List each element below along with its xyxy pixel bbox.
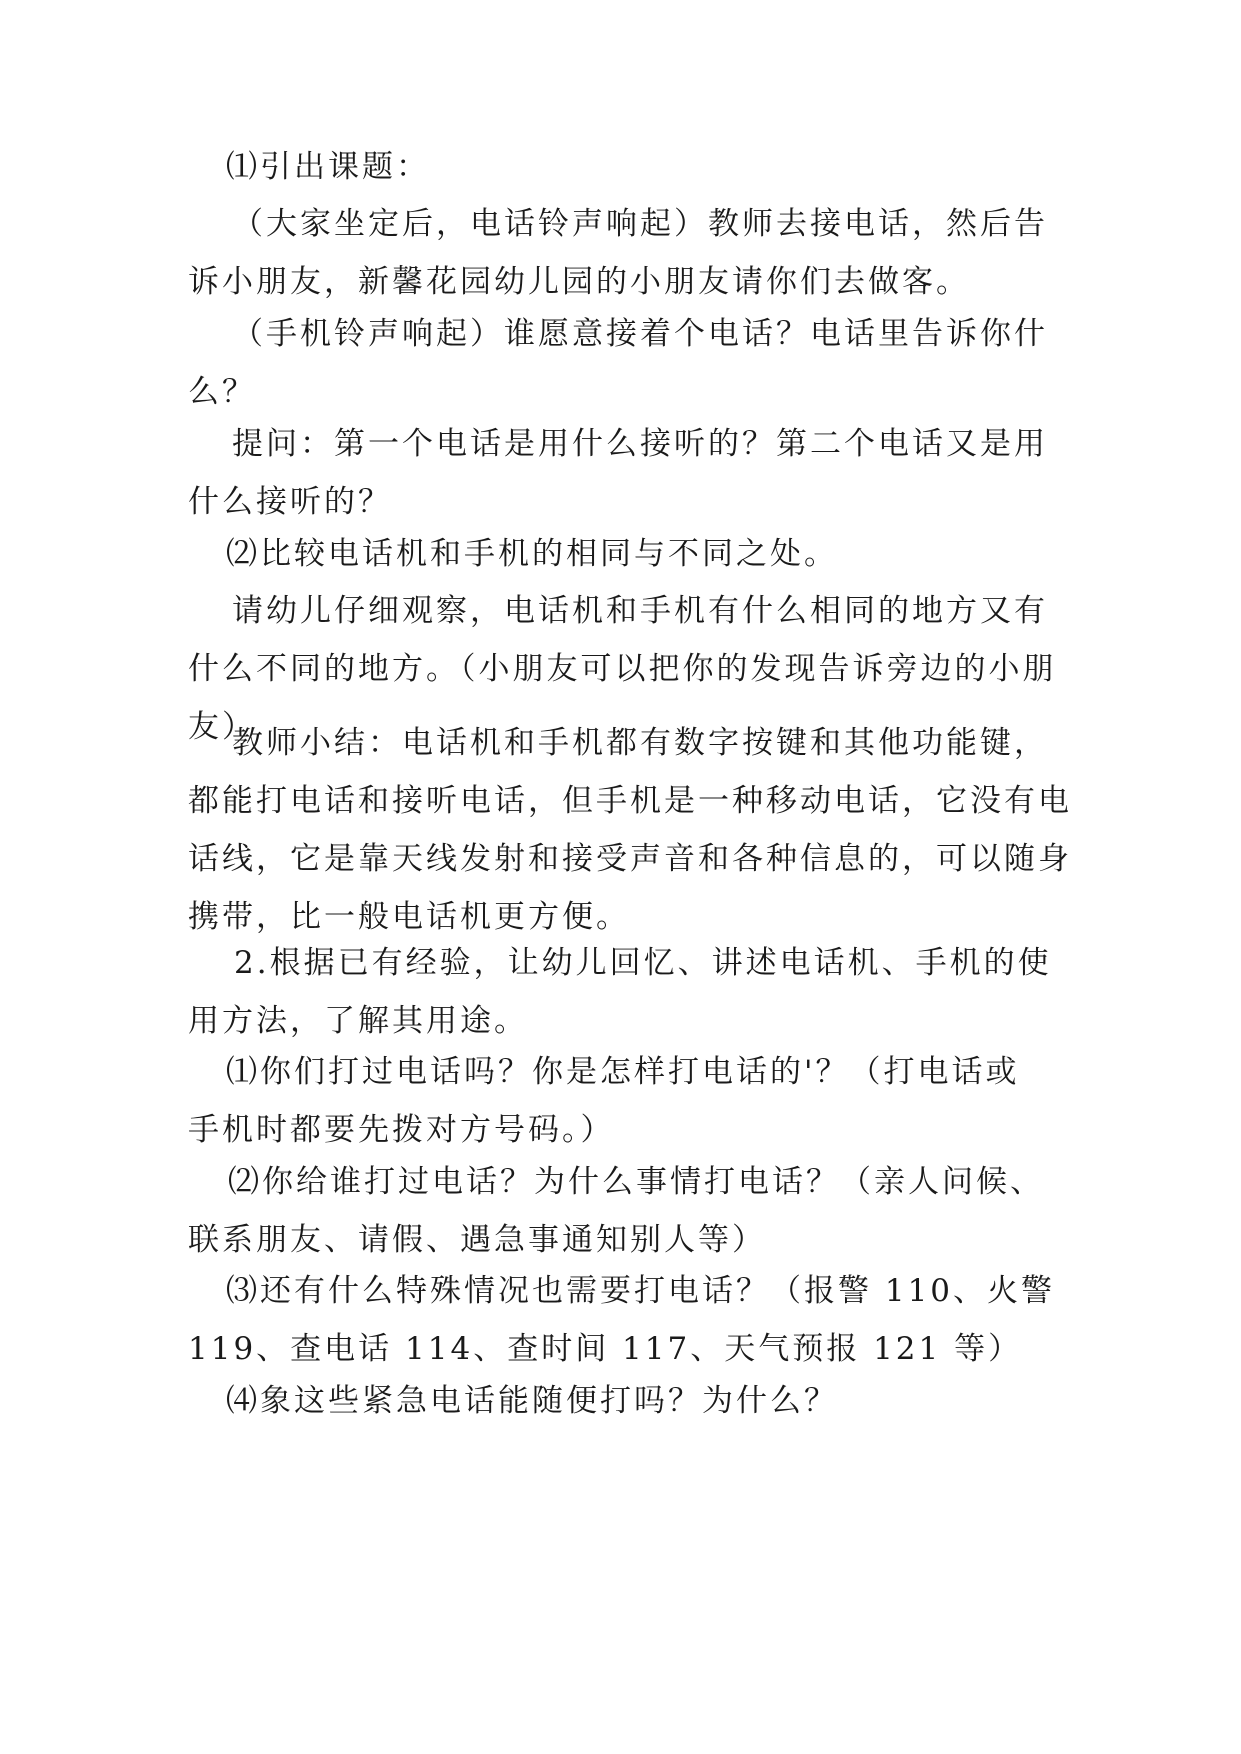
text-line: 什么接听的？	[188, 484, 392, 520]
text-line: ⑷象这些紧急电话能随便打吗？为什么？	[226, 1383, 838, 1419]
paragraph-question	[188, 415, 1048, 531]
text-line: 教师小结：电话机和手机都有数字按键和其他功能键，	[232, 725, 1048, 761]
text-line: ⑴引出课题：	[226, 149, 430, 185]
text-line: （大家坐定后，电话铃声响起）教师去接电话，然后告	[232, 206, 1048, 242]
text-line: 携带，比一般电话机更方便。	[188, 899, 630, 935]
text-line: 诉小朋友，新馨花园幼儿园的小朋友请你们去做客。	[188, 264, 970, 300]
paragraph-question-4	[226, 1372, 1086, 1430]
paragraph-question-3	[188, 1262, 1056, 1378]
text-line: ⑶还有什么特殊情况也需要打电话？（报警 110、火警	[226, 1273, 1056, 1309]
paragraph-lesson-intro	[226, 138, 1086, 196]
text-line: ⑴你们打过电话吗？你是怎样打电话的'？（打电话或	[226, 1054, 1020, 1090]
text-line: 友）	[188, 709, 256, 745]
text-line: 什么不同的地方。（小朋友可以把你的发现告诉旁边的小朋	[188, 651, 1057, 687]
text-line: 手机时都要先拨对方号码。）	[188, 1112, 615, 1148]
text-line: 么？	[188, 374, 256, 410]
text-line: 2.根据已有经验，让幼儿回忆、讲述电话机、手机的使	[234, 945, 1052, 981]
paragraph-mobile-ring	[188, 305, 1048, 421]
text-line: ⑵比较电话机和手机的相同与不同之处。	[226, 536, 838, 572]
text-line: 话线，它是靠天线发射和接受声音和各种信息的，可以随身	[188, 841, 1072, 877]
text-line: 119、查电话 114、查时间 117、天气预报 121 等）	[188, 1331, 1023, 1367]
paragraph-teacher-summary	[188, 714, 1072, 946]
text-line: 提问：第一个电话是用什么接听的？第二个电话又是用	[232, 426, 1048, 462]
text-line: 用方法，了解其用途。	[188, 1003, 528, 1039]
text-line: 联系朋友、请假、遇急事通知别人等）	[188, 1222, 766, 1258]
paragraph-question-1	[188, 1043, 1048, 1159]
paragraph-phone-ring	[188, 195, 1048, 311]
text-line: 都能打电话和接听电话，但手机是一种移动电话，它没有电	[188, 783, 1072, 819]
text-line: （手机铃声响起）谁愿意接着个电话？电话里告诉你什	[232, 316, 1048, 352]
paragraph-section-2	[188, 934, 1052, 1050]
text-line: 请幼儿仔细观察，电话机和手机有什么相同的地方又有	[232, 593, 1048, 629]
text-line: ⑵你给谁打过电话？为什么事情打电话？（亲人问候、	[228, 1164, 1044, 1200]
paragraph-question-2	[188, 1153, 1048, 1269]
paragraph-compare-heading	[226, 525, 1086, 583]
